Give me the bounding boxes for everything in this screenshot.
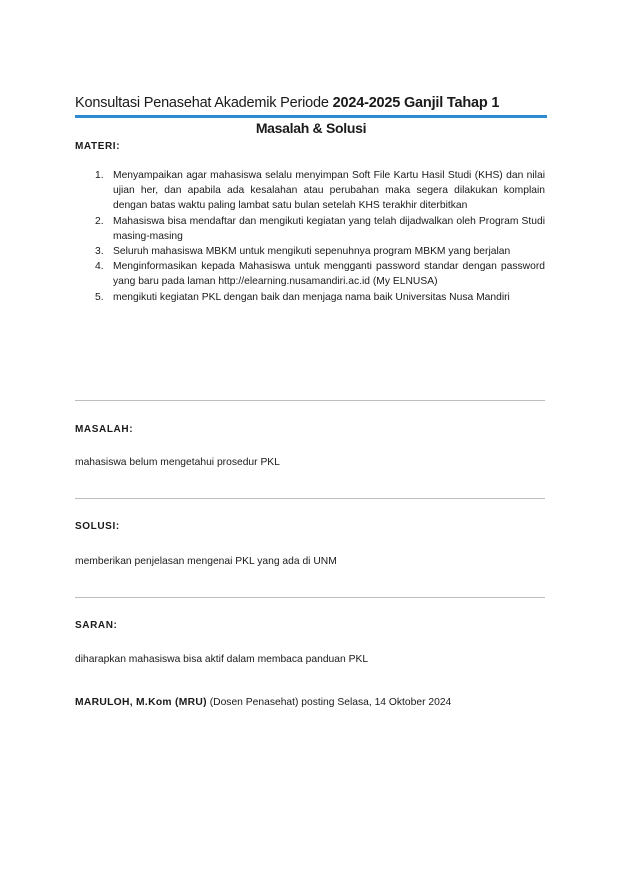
list-item [75,290,545,305]
list-item-text: Menyampaikan agar mahasiswa selalu menyimpan Soft File Kartu Hasil Studi (KHS) dan nilai ujian her, dan apabila ada kesalahan atau perubahan maka segera dilakukan komplain dengan batas waktu paling lambat satu bulan setelah KHS terakhir diterbitkan [113,170,545,212]
list-item-number: 2. [95,215,104,227]
masalah-heading: MASALAH: [75,424,134,435]
list-item-number: 4. [95,261,104,273]
page-title [75,95,499,111]
saran-heading: SARAN: [75,620,118,631]
section-divider [75,400,545,401]
list-item-text: Menginformasikan kepada Mahasiswa untuk mengganti password standar dengan password yang baru pada laman http://elearning.nusamandiri.ac.id (My ELNUSA) [113,261,545,288]
list-item-text: Mahasiswa bisa mendaftar dan mengikuti kegiatan yang telah dijadwalkan oleh Program Studi masing-masing [113,215,545,242]
saran-text: diharapkan mahasiswa bisa aktif dalam membaca panduan PKL [75,654,369,665]
title-underline [75,115,547,118]
solusi-heading: SOLUSI: [75,521,120,532]
list-item [75,168,545,214]
author-name: MARULOH, M.Kom (MRU) [75,697,207,708]
section-divider [75,597,545,598]
posting-footer [75,697,545,708]
list-item [75,259,545,289]
masalah-text: mahasiswa belum mengetahui prosedur PKL [75,457,280,468]
solusi-text: memberikan penjelasan mengenai PKL yang ada di UNM [75,556,337,567]
list-item-number: 1. [95,170,104,181]
materi-list [75,168,545,305]
list-item-text: mengikuti kegiatan PKL dengan baik dan menjaga nama baik Universitas Nusa Mandiri [113,291,510,303]
materi-heading: MATERI: [75,141,121,152]
page-subtitle: Masalah & Solusi [255,120,367,136]
posting-info: (Dosen Penasehat) posting Selasa, 14 Oktober 2024 [209,697,452,708]
list-item-number: 3. [95,246,104,258]
list-item [75,244,545,259]
title-period: 2024-2025 Ganjil Tahap 1 [332,95,500,111]
list-item-text: Seluruh mahasiswa MBKM untuk mengikuti sepenuhnya program MBKM yang berjalan [113,246,511,258]
list-item [75,214,545,244]
list-item-number: 5. [95,291,104,303]
section-divider [75,498,545,499]
title-prefix: Konsultasi Penasehat Akademik Periode [75,95,329,111]
